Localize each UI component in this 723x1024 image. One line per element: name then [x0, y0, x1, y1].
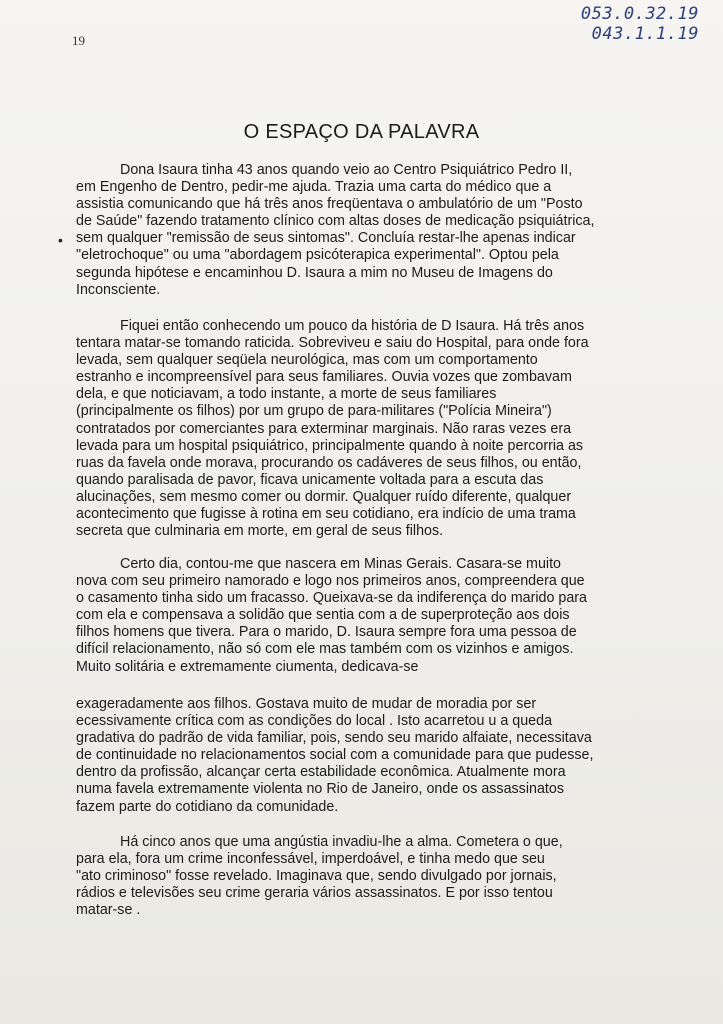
text-line: matar-se . [76, 902, 141, 919]
text-line: rádios e televisões seu crime geraria vários assassinatos. E por isso tentou [76, 885, 553, 902]
text-line: estranho e incompreensível para seus familiares. Ouvia vozes que zombavam [76, 369, 572, 386]
text-line: alucinações, sem mesmo comer ou dormir. Qualquer ruído diferente, qualquer [76, 488, 572, 505]
paragraph-5 [76, 834, 624, 919]
text-line: "eletrochoque" ou uma "abordagem psicóterapica experimental". Optou pela [76, 247, 559, 264]
text-line: dentro da profissão, alcançar certa estabilidade econômica. Atualmente mora [76, 764, 566, 781]
text-line: ecessivamente crítica com as condições do local . Isto acarretou u a queda [76, 713, 553, 730]
text-line: (principalmente os filhos) por um grupo de para-militares ("Polícia Mineira") [76, 403, 552, 420]
paragraph-3 [76, 556, 624, 676]
text-line: Dona Isaura tinha 43 anos quando veio ao Centro Psiquiátrico Pedro II, [120, 162, 573, 178]
reference-number: 043.1.1.19 [591, 24, 699, 44]
page-title: O ESPAÇO DA PALAVRA [243, 121, 480, 143]
text-line: de continuidade no relacionamentos social com a comunidade para que pudesse, [76, 747, 594, 764]
text-line: secreta que culminaria em morte, em geral de seus filhos. [76, 523, 444, 540]
text-line: assistia comunicando que há três anos freqüentava o ambulatório de um "Posto [76, 196, 583, 213]
text-line: nova com seu primeiro namorado e logo nos primeiros anos, compreendera que [76, 573, 585, 590]
margin-mark: • [58, 232, 63, 248]
text-line: Muito solitária e extremamente ciumenta, dedicava-se [76, 658, 419, 675]
text-line: o casamento tinha sido um fracasso. Queixava-se da indiferença do marido para [76, 590, 587, 607]
text-line: dela, e que noticiavam, a todo instante, a morte de seus familiares [76, 386, 497, 403]
text-line: sem qualquer "remissão de seus sintomas". Concluía restar-lhe apenas indicar [76, 230, 576, 247]
text-line: gradativa do padrão de vida familiar, pois, sendo seu marido alfaiate, necessitava [76, 730, 592, 747]
text-line: de Saúde" fazendo tratamento clínico com altas doses de medicação psiquiátrica, [76, 213, 595, 230]
paragraph-4 [76, 696, 624, 816]
text-line: tentara matar-se tomando raticida. Sobreviveu e saiu do Hospital, para onde fora [76, 335, 589, 352]
text-line: contratados por comerciantes para exterminar marginais. Não raras vezes era [76, 420, 572, 437]
text-line: com ela e compensava a solidão que sentia com a de superproteção aos dois [76, 607, 570, 624]
text-line: Fiquei então conhecendo um pouco da história de D Isaura. Há três anos [120, 318, 585, 334]
reference-number: 053.0.32.19 [580, 4, 699, 24]
text-line: filhos homens que tivera. Para o marido, D. Isaura sempre fora uma pessoa de [76, 624, 577, 641]
text-line: fazem parte do cotidiano da comunidade. [76, 798, 339, 815]
page-number: 19 [72, 33, 85, 48]
paragraph-2 [76, 318, 624, 540]
text-line: Há cinco anos que uma angústia invadiu-lhe a alma. Cometera o que, [120, 834, 563, 850]
text-line: difícil relacionamento, não só com ele mas também com os vizinhos e amigos. [76, 641, 574, 658]
text-line: numa favela extremamente violenta no Rio de Janeiro, onde os assassinatos [76, 781, 564, 798]
text-line: levada para um hospital psiquiátrico, principalmente quando à noite percorria as [76, 437, 584, 454]
text-line: para ela, fora um crime inconfessável, imperdoável, e tinha medo que seu [76, 851, 545, 868]
text-line: exageradamente aos filhos. Gostava muito de mudar de moradia por ser [76, 696, 537, 712]
paragraph-1 [76, 162, 624, 299]
text-line: levada, sem qualquer seqüela neurológica, mas com um comportamento [76, 352, 538, 369]
text-line: Inconsciente. [76, 281, 161, 298]
text-line: em Engenho de Dentro, pedir-me ajuda. Trazia uma carta do médico que a [76, 179, 552, 196]
text-line: segunda hipótese e encaminhou D. Isaura a mim no Museu de Imagens do [76, 264, 553, 281]
text-line: quando paralisada de pavor, ficava unicamente voltada para a escuta das [76, 471, 544, 488]
text-line: "ato criminoso" fosse revelado. Imaginava que, sendo divulgado por jornais, [76, 868, 557, 885]
handwritten-reference-numbers [581, 4, 699, 44]
text-line: Certo dia, contou-me que nascera em Minas Gerais. Casara-se muito [120, 556, 562, 572]
text-line: ruas da favela onde morava, procurando os cadáveres de seus filhos, ou então, [76, 454, 582, 471]
text-line: acontecimento que fugisse à rotina em seu cotidiano, era indício de uma trama [76, 506, 576, 523]
